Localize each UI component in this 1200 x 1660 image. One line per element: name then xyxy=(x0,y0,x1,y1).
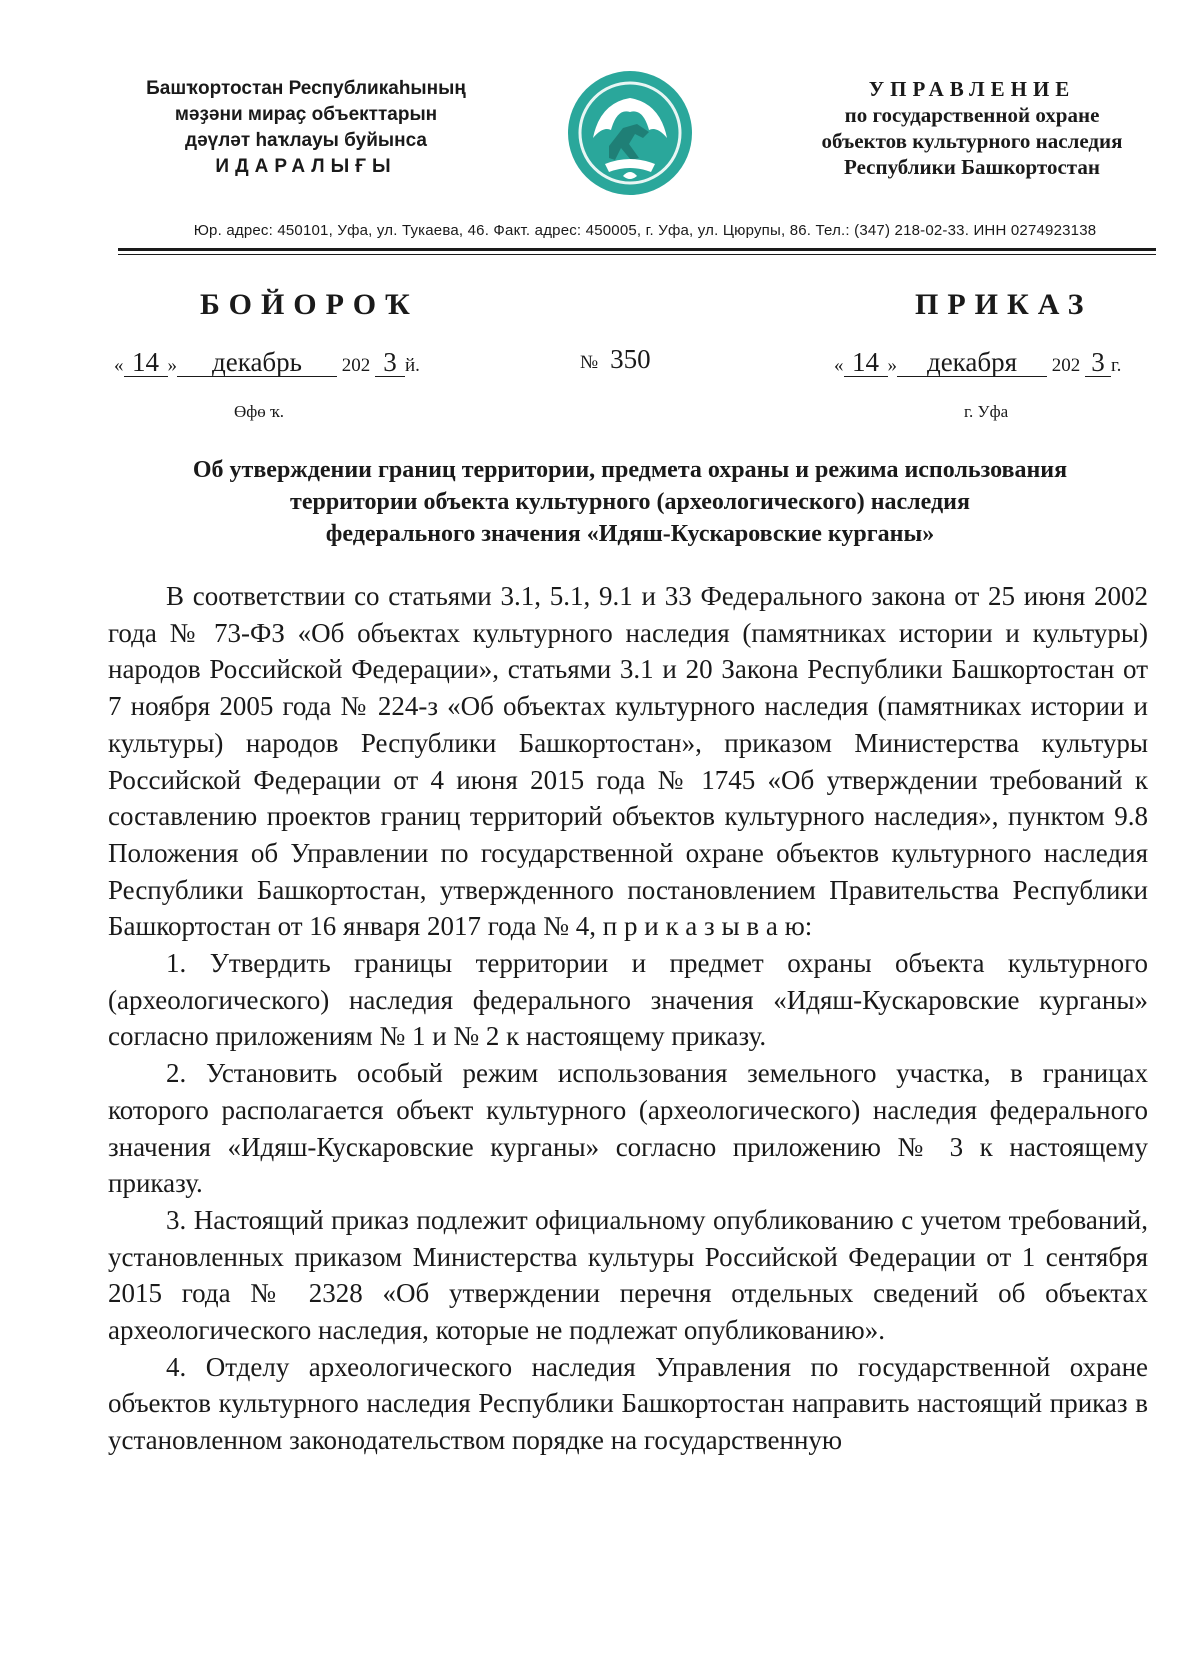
header-left-line: мәҙәни мираҫ объекттарын xyxy=(174,104,438,125)
date-year-prefix: 202 xyxy=(341,355,371,376)
header-right-line: объектов культурного наследия xyxy=(821,129,1123,153)
body-paragraph: 3. Настоящий приказ подлежит официальному опубликованию с учетом требований, установленных приказом Министерства культуры Российской Федерации от 1 сентября 2015 года № 2328 «Об утверждении перечня отдельных сведений об объектах археологического наследия, которые не подлежат опубликованию». xyxy=(108,1204,1148,1346)
date-suffix: й. xyxy=(405,355,420,376)
header-right-block xyxy=(772,76,1172,180)
header-left-line: дәүләт һаҡлауы буйынса xyxy=(185,130,427,151)
title-line: территории объекта культурного (археологического) наследия xyxy=(290,489,970,515)
doc-number xyxy=(580,344,651,375)
title-line: Об утверждении границ территории, предмета охраны и режима использования xyxy=(192,457,1068,483)
document-body xyxy=(108,578,1148,1459)
date-year-prefix: 202 xyxy=(1051,355,1081,376)
header-left-line: Башҡортостан Республикаһының xyxy=(146,78,466,99)
date-year-digit: 3 xyxy=(1085,348,1111,377)
city-bashkir: Өфө ҡ. xyxy=(234,402,285,421)
date-right xyxy=(834,348,1121,377)
header-right-line: по государственной охране xyxy=(844,103,1100,127)
header-left-line: ИДАРАЛЫҒЫ xyxy=(215,156,397,177)
number-label: № xyxy=(580,352,599,373)
body-paragraph: 2. Установить особый режим использования земельного участка, в границах которого располагается объект культурного (археологического) наследия федерального значения «Идяш-Кускаровские курганы» согласно приложению № 3 к настоящему приказу. xyxy=(108,1058,1148,1199)
title-line: федерального значения «Идяш-Кускаровские курганы» xyxy=(325,521,935,547)
date-left xyxy=(114,348,420,377)
document-title xyxy=(110,454,1150,550)
date-year-digit: 3 xyxy=(375,348,405,377)
date-quote-open: « xyxy=(114,355,124,376)
doc-type-russian: ПРИКАЗ xyxy=(915,288,1093,321)
header-right-line: УПРАВЛЕНИЕ xyxy=(868,77,1076,101)
date-quote-close: » xyxy=(167,355,177,376)
body-paragraph: 1. Утвердить границы территории и предмет охраны объекта культурного (археологического) наследия федерального значения «Идяш-Кускаровские курганы» согласно приложениям № 1 и № 2 к настоящему приказу. xyxy=(108,948,1148,1052)
header-divider-thin xyxy=(118,254,1156,255)
header-divider-thick xyxy=(118,248,1156,251)
date-month: декабря xyxy=(897,348,1047,377)
body-paragraph: В соответствии со статьями 3.1, 5.1, 9.1 и 33 Федерального закона от 25 июня 2002 года № 73-ФЗ «Об объектах культурного наследия (памятниках истории и культуры) народов Российской Федерации», статьями 3.1 и 20 Закона Республики Башкортостан от 7 ноября 2005 года № 224-з «Об объектах культурного наследия (памятниках истории и культуры) народов Республики Башкортостан», приказом Министерства культуры Российской Федерации от 4 июня 2015 года № 1745 «Об утверждении требований к составлению проектов границ территорий объектов культурного наследия», пунктом 9.8 Положения об Управлении по государственной охране объектов культурного наследия Республики Башкортостан, утвержденного постановлением Правительства Республики Башкортостан от 16 января 2017 года № 4, п р и к а з ы в а ю: xyxy=(108,581,1148,942)
date-month: декабрь xyxy=(177,348,337,377)
address-line: Юр. адрес: 450101, Уфа, ул. Тукаева, 46. Факт. адрес: 450005, г. Уфа, ул. Цюрупы, 86. Тел.: (347) 218-02-33. ИНН 0274923138 xyxy=(193,222,1097,239)
date-day: 14 xyxy=(844,348,888,377)
date-suffix: г. xyxy=(1111,355,1122,376)
header-left-block xyxy=(96,76,516,180)
city-russian: г. Уфа xyxy=(964,402,1009,421)
date-day: 14 xyxy=(124,348,168,377)
number-value: 350 xyxy=(610,344,651,374)
doc-type-bashkir: БОЙОРОҠ xyxy=(200,288,419,321)
date-quote-close: » xyxy=(887,355,897,376)
body-paragraph: 4. Отделу археологического наследия Управления по государственной охране объектов культурного наследия Республики Башкортостан направить настоящий приказ в установленном законодательством порядке на государственную xyxy=(108,1351,1148,1456)
date-quote-open: « xyxy=(834,355,844,376)
coat-of-arms-icon xyxy=(565,68,695,198)
header-right-line: Республики Башкортостан xyxy=(844,155,1100,179)
